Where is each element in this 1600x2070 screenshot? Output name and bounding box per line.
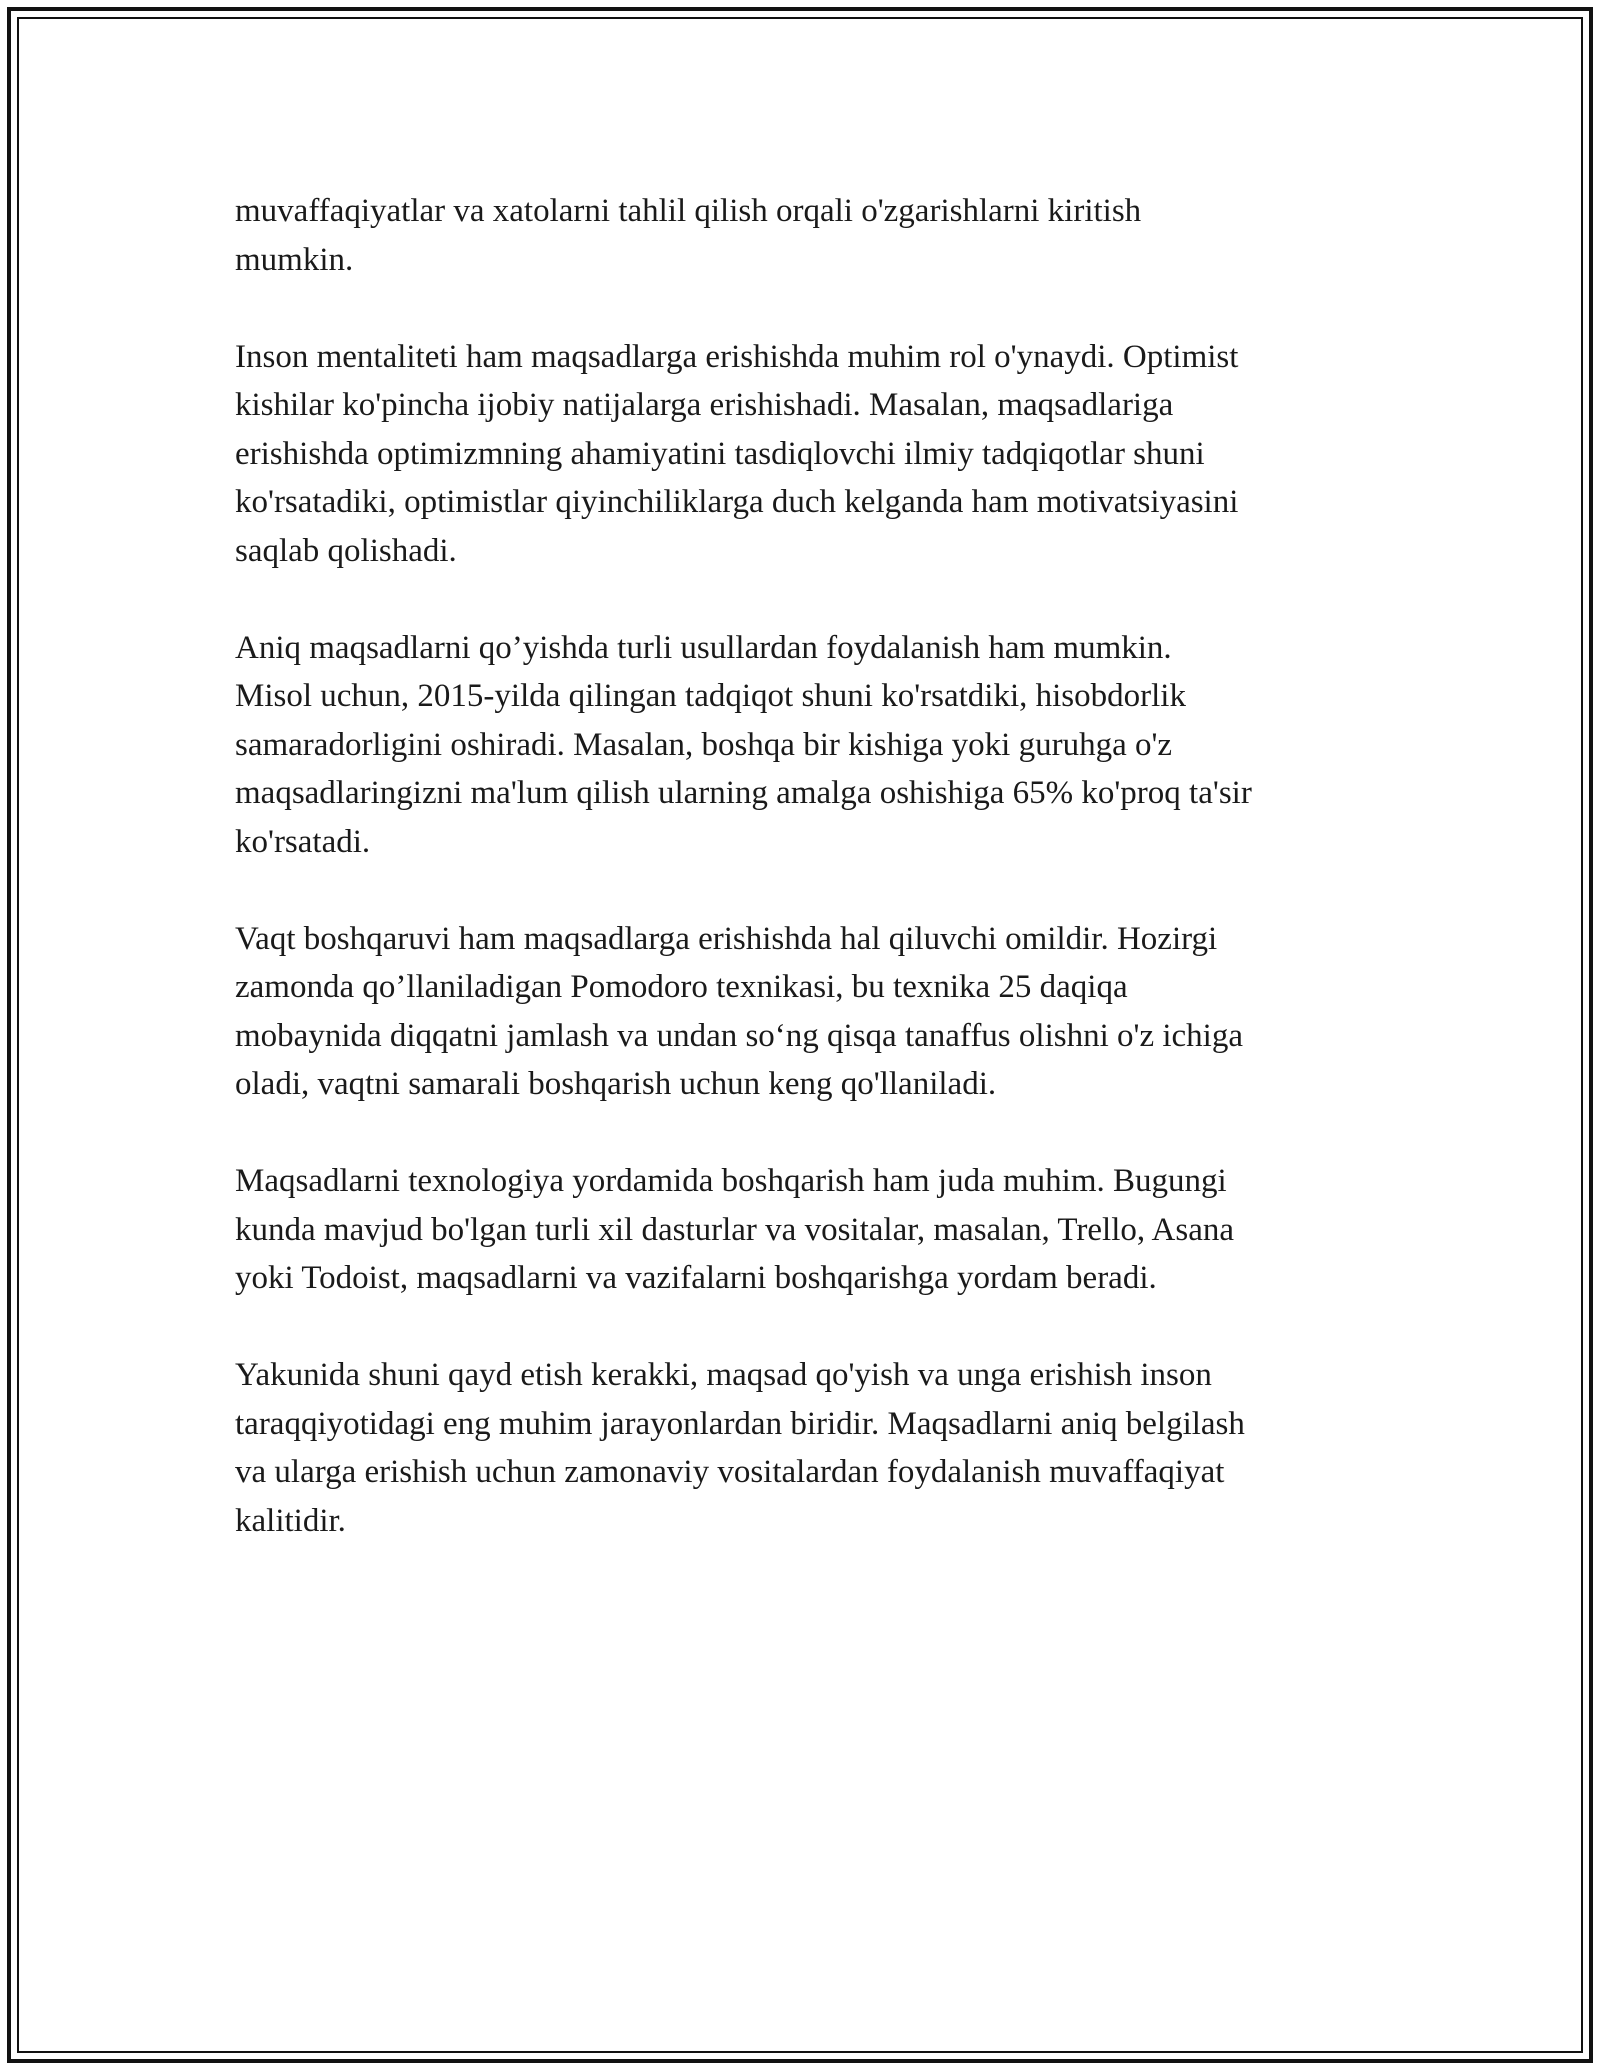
paragraph-technology: Maqsadlarni texnologiya yordamida boshqarish ham juda muhim. Bugungi kunda mavjud bo'lgan turli xil dasturlar va vositalar, masalan, Trello, Asana yoki Todoist, maqsadlarni va vazifalarni boshqarishga yordam beradi. <box>235 1163 1235 1296</box>
paragraph-conclusion: Yakunida shuni qayd etish kerakki, maqsad qo'yish va unga erishish inson taraqqiyotidagi eng muhim jarayonlardan biridir. Maqsadlarni aniq belgilash va ularga erishish uchun zamonaviy vositalardan foydalanish muvaffaqiyat kalitidir. <box>235 1357 1245 1539</box>
paragraph-methods: Aniq maqsadlarni qo’yishda turli usullardan foydalanish ham mumkin. Misol uchun, 2015-yilda qilingan tadqiqot shuni ko'rsatdiki, hisobdorlik samaradorligini oshiradi. Masalan, boshqa bir kishiga yoki guruhga o'z maqsadlaringizni ma'lum qilish ularning amalga oshishiga 65% ko'proq ta'sir ko'rsatadi. <box>235 629 1252 860</box>
paragraph-continuation: muvaffaqiyatlar va xatolarni tahlil qilish orqali o'zgarishlarni kiritish mumkin. <box>235 193 1142 278</box>
paragraph-mentality: Inson mentaliteti ham maqsadlarga erishishda muhim rol o'ynaydi. Optimist kishilar ko'pincha ijobiy natijalarga erishishadi. Masalan, maqsadlariga erishishda optimizmning ahamiyatini tasdiqlovchi ilmiy tadqiqotlar shuni ko'rsatadiki, optimistlar qiyinchiliklarga duch kelganda ham motivatsiyasini saqlab qolishadi. <box>235 338 1239 569</box>
paragraph-time-management: Vaqt boshqaruvi ham maqsadlarga erishishda hal qiluvchi omildir. Hozirgi zamonda qo’llaniladigan Pomodoro texnikasi, bu texnika 25 daqiqa mobaynida diqqatni jamlash va undan so‘ng qisqa tanaffus olishni o'z ichiga oladi, vaqtni samarali boshqarish uchun keng qo'llaniladi. <box>235 920 1243 1102</box>
document-body <box>235 187 1375 1594</box>
